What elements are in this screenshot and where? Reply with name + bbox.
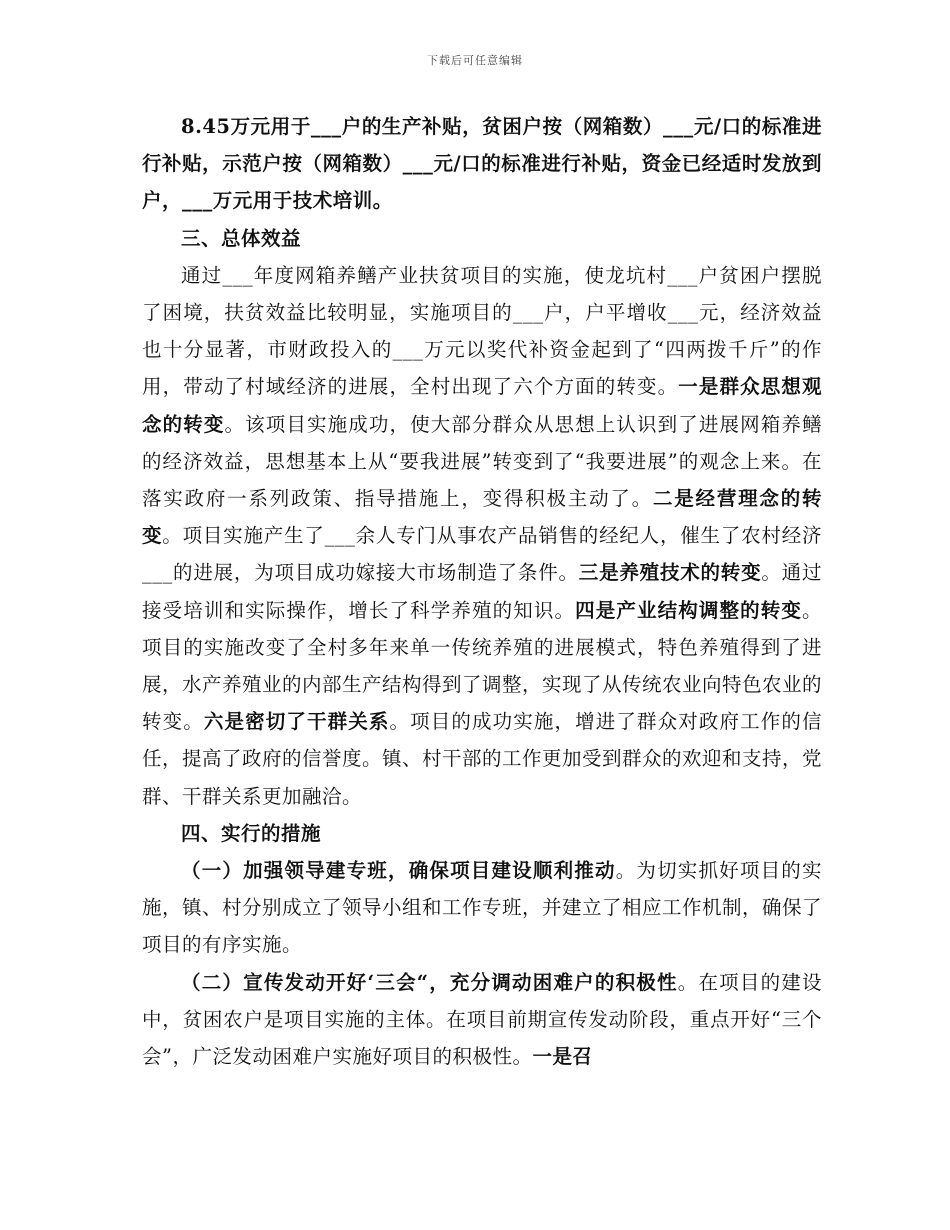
text-run: 。项目的实施改变了全村多年来单一传统养殖的进展模式，特色养殖得到了进展，水产养殖业的内部生产结构得到了调整，实现了从传统农业向特色农业的转变。	[142, 598, 823, 734]
text-run: 通过___年度网箱养鳝产业扶贫项目的实施，使龙坑村___户贫困户摆脱了困境，扶贫效益比较明显，实施项目的___户，户平增收___元，经济效益也十分显著，市财政投入的___万元以奖代补资金起到了“四两拨千斤”的作用，带动了村域经济的进展，全村出现了六个方面的转变。	[142, 263, 822, 399]
section-heading	[142, 815, 822, 852]
paragraph	[142, 964, 822, 1076]
text-run: 。项目的成功实施，增进了群众对政府工作的信任，提高了政府的信誉度。镇、村干部的工作更加受到群众的欢迎和支持，党群、干群关系更加融洽。	[142, 710, 823, 808]
bold-text: 四是产业结构调整的转变	[575, 598, 802, 622]
text-run: 。为切实抓好项目的实施，镇、村分别成立了领导小组和工作专班，并建立了相应工作机制，确保了项目的有序实施。	[142, 859, 823, 957]
bold-text: 三是养殖技术的转变	[578, 561, 762, 585]
text-run: 。在项目的建设中，贫困农户是项目实施的主体。在项目前期宣传发动阶段，重点开好“三个会”，广泛发动困难户实施好项目的积极性。	[142, 970, 822, 1069]
bold-text: 一是召	[532, 1045, 593, 1069]
paragraph	[142, 257, 822, 815]
bold-text: 三、总体效益	[181, 226, 302, 250]
bold-text: （一）加强领导建专班，确保项目建设顺利推动	[181, 859, 616, 883]
bold-text: （二）宣传发动开好‘三会“，充分调动困难户的积极性	[181, 970, 678, 994]
section-heading	[142, 220, 822, 257]
bold-text: 8.45万元用于___户的生产补贴，贫困户按（网箱数）___元/口的标准进行补贴，示范户按（网箱数）___元/口的标准进行补贴，资金已经适时发放到户，___万元用于技术培训。	[142, 115, 822, 213]
bold-text: 二是经营理念的转变	[142, 487, 822, 548]
bold-text: 四、实行的措施	[181, 821, 322, 845]
paragraph	[142, 852, 822, 964]
document-body	[142, 108, 822, 1075]
page-header: 下载后可任意编辑	[427, 54, 523, 67]
paragraph	[142, 108, 822, 220]
text-run: 。项目实施产生了___余人专门从事农产品销售的经纪人，催生了农村经济___的进展，为项目成功嫁接大市场制造了条件。	[142, 524, 822, 585]
bold-text: 六是密切了干群关系	[203, 710, 390, 734]
text-run: 。该项目实施成功，使大部分群众从思想上认识到了进展网箱养鳝的经济效益，思想基本上从“要我进展”转变到了“我要进展”的观念上来。在落实政府一系列政策、指导措施上，变得积极主动了。	[142, 412, 822, 511]
text-run: 。通过接受培训和实际操作，增长了科学养殖的知识。	[142, 561, 822, 622]
bold-text: 一是群众思想观念的转变	[142, 375, 822, 436]
